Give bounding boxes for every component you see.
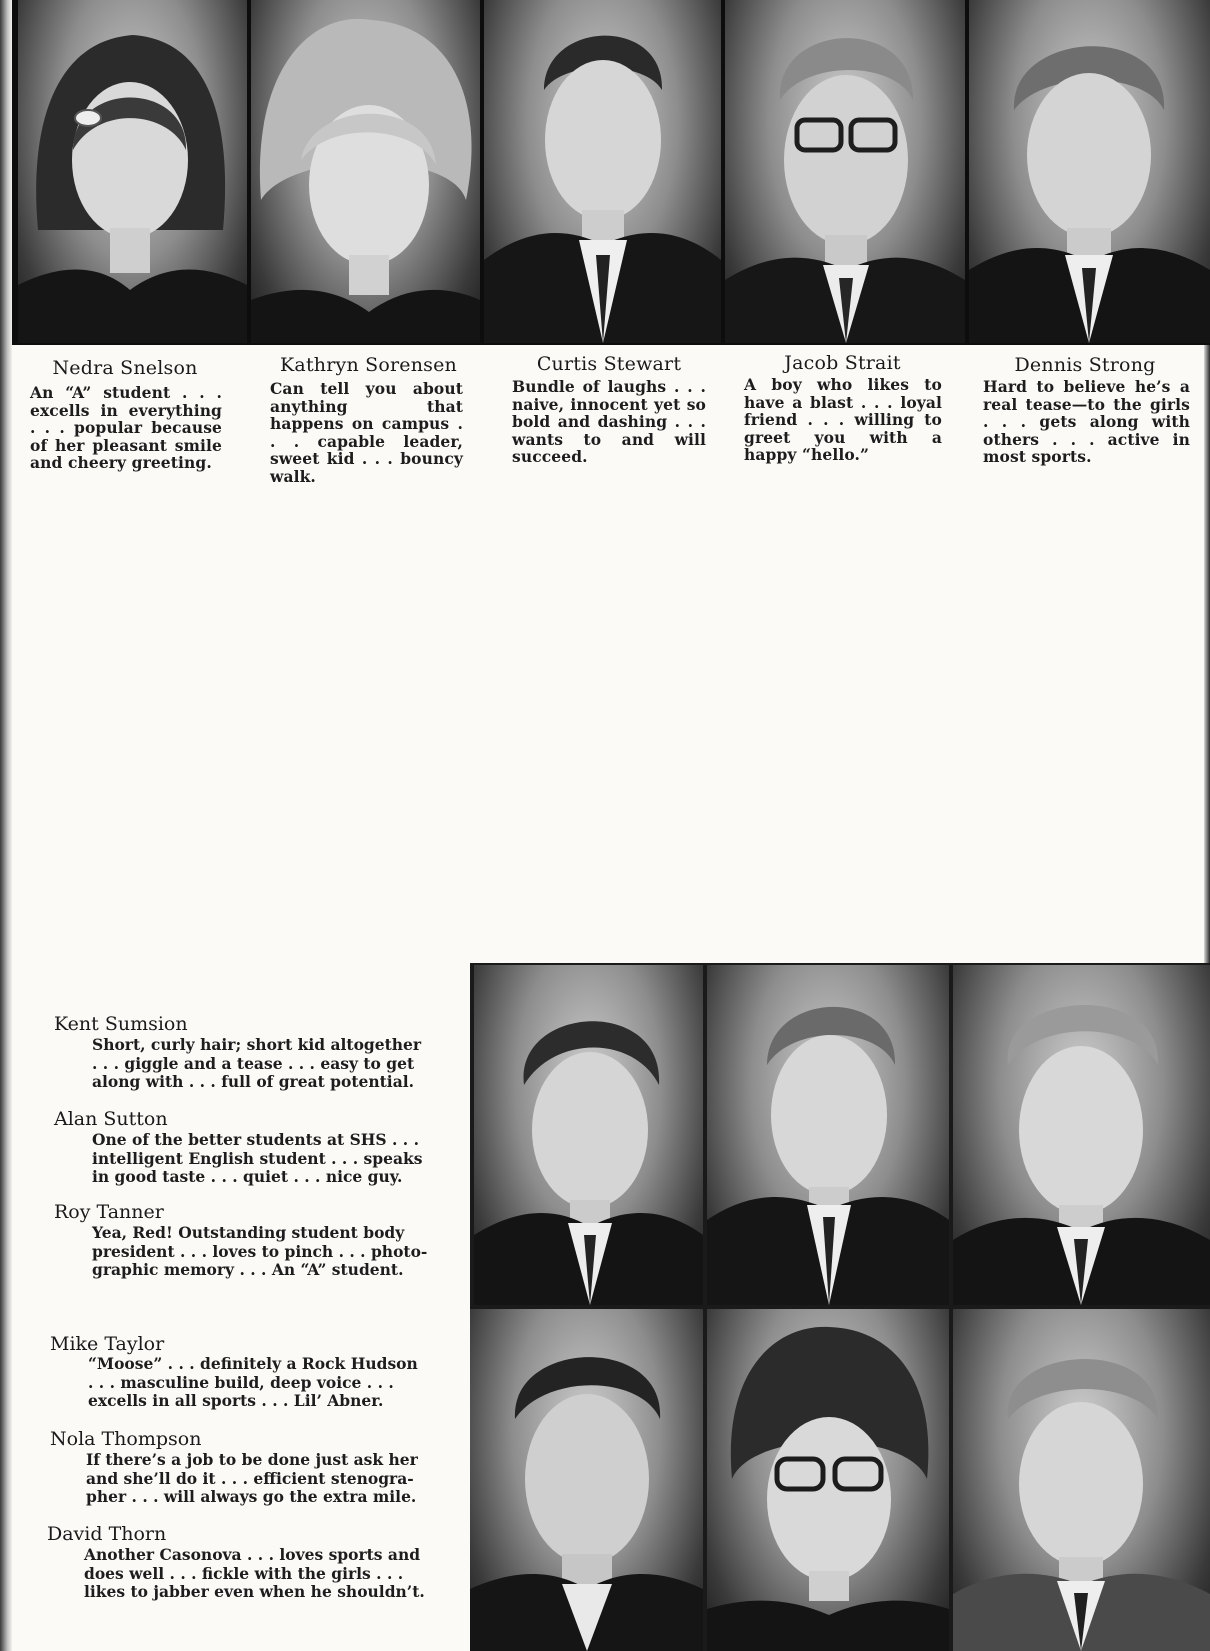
portrait-photo-kathryn-sorensen: [251, 0, 480, 343]
student-blurb-nedra-snelson: An “A” student . . . excells in everything . . . popular because of her pleasant smile and cheery greeting.: [30, 383, 222, 472]
blurb-line: along with . . . full of great potential.: [92, 1072, 415, 1091]
student-blurb-david-thorn: [84, 1546, 429, 1602]
student-blurb-jacob-strait: A boy who likes to have a blast . . . loyal friend . . . willing to greet you with a happy “hello.”: [744, 375, 942, 464]
portrait-photo-mike-taylor: [470, 1309, 703, 1651]
blurb-line: One of the better students at SHS . . .: [92, 1130, 419, 1149]
student-blurb-mike-taylor: [88, 1355, 433, 1411]
blurb-line: “Moose” . . . definitely a Rock Hudson: [88, 1354, 418, 1373]
student-name-nola-thompson: Nola Thompson: [50, 1428, 202, 1450]
blurb-line: Yea, Red! Outstanding student body: [92, 1223, 405, 1242]
student-name-kent-sumsion: Kent Sumsion: [54, 1013, 188, 1035]
blurb-line: president . . . loves to pinch . . . photo-: [92, 1241, 428, 1261]
portrait-photo-nola-thompson: [707, 1309, 949, 1651]
student-blurb-kent-sumsion: [92, 1036, 437, 1092]
student-name-nedra-snelson: Nedra Snelson: [52, 357, 198, 379]
student-name-david-thorn: David Thorn: [47, 1523, 167, 1545]
student-blurb-alan-sutton: [92, 1131, 437, 1187]
portrait-photo-jacob-strait: [725, 0, 965, 343]
blurb-line: Short, curly hair; short kid altogether: [92, 1035, 422, 1054]
student-name-curtis-stewart: Curtis Stewart: [536, 353, 682, 375]
student-name-roy-tanner: Roy Tanner: [54, 1201, 164, 1223]
blurb-line: . . . masculine build, deep voice . . .: [88, 1372, 394, 1392]
blurb-line: pher . . . will always go the extra mile.: [86, 1487, 417, 1506]
student-blurb-nola-thompson: [86, 1451, 431, 1507]
portrait-photo-roy-tanner: [953, 965, 1210, 1305]
student-blurb-dennis-strong: Hard to believe he’s a real tease—to the girls . . . gets along with others . . . active in most sports.: [983, 377, 1190, 466]
blurb-line: excells in all sports . . . Lil’ Abner.: [88, 1391, 384, 1410]
blurb-line: in good taste . . . quiet . . . nice guy.: [92, 1167, 403, 1186]
blurb-line: does well . . . fickle with the girls . . .: [84, 1563, 404, 1583]
page-binding-edge: [0, 0, 12, 1651]
student-name-alan-sutton: Alan Sutton: [54, 1108, 168, 1130]
blurb-line: and she’ll do it . . . efficient stenogra-: [86, 1468, 414, 1488]
blurb-line: Another Casonova . . . loves sports and: [84, 1545, 421, 1564]
portrait-photo-kent-sumsion: [474, 965, 703, 1305]
student-name-kathryn-sorensen: Kathryn Sorensen: [280, 354, 457, 376]
portrait-photo-david-thorn: [953, 1309, 1210, 1651]
blurb-line: graphic memory . . . An “A” student.: [92, 1260, 404, 1279]
blurb-line: likes to jabber even when he shouldn’t.: [84, 1582, 425, 1601]
blurb-line: If there’s a job to be done just ask her: [86, 1450, 418, 1469]
student-name-dennis-strong: Dennis Strong: [1014, 354, 1156, 376]
portrait-photo-dennis-strong: [969, 0, 1210, 343]
student-name-jacob-strait: Jacob Strait: [784, 352, 901, 374]
student-blurb-kathryn-sorensen: Can tell you about anything that happens on campus . . . capable leader, sweet kid . . . bouncy walk.: [270, 379, 463, 486]
portrait-photo-alan-sutton: [707, 965, 949, 1305]
student-blurb-roy-tanner: [92, 1224, 437, 1280]
blurb-line: . . . giggle and a tease . . . easy to get: [92, 1053, 415, 1073]
portrait-photo-nedra-snelson: [18, 0, 247, 343]
blurb-line: intelligent English student . . . speaks: [92, 1148, 423, 1168]
student-name-mike-taylor: Mike Taylor: [50, 1333, 165, 1355]
portrait-photo-curtis-stewart: [484, 0, 721, 343]
student-blurb-curtis-stewart: Bundle of laughs . . . naive, innocent yet so bold and dashing . . . wants to and will succeed.: [512, 377, 706, 466]
